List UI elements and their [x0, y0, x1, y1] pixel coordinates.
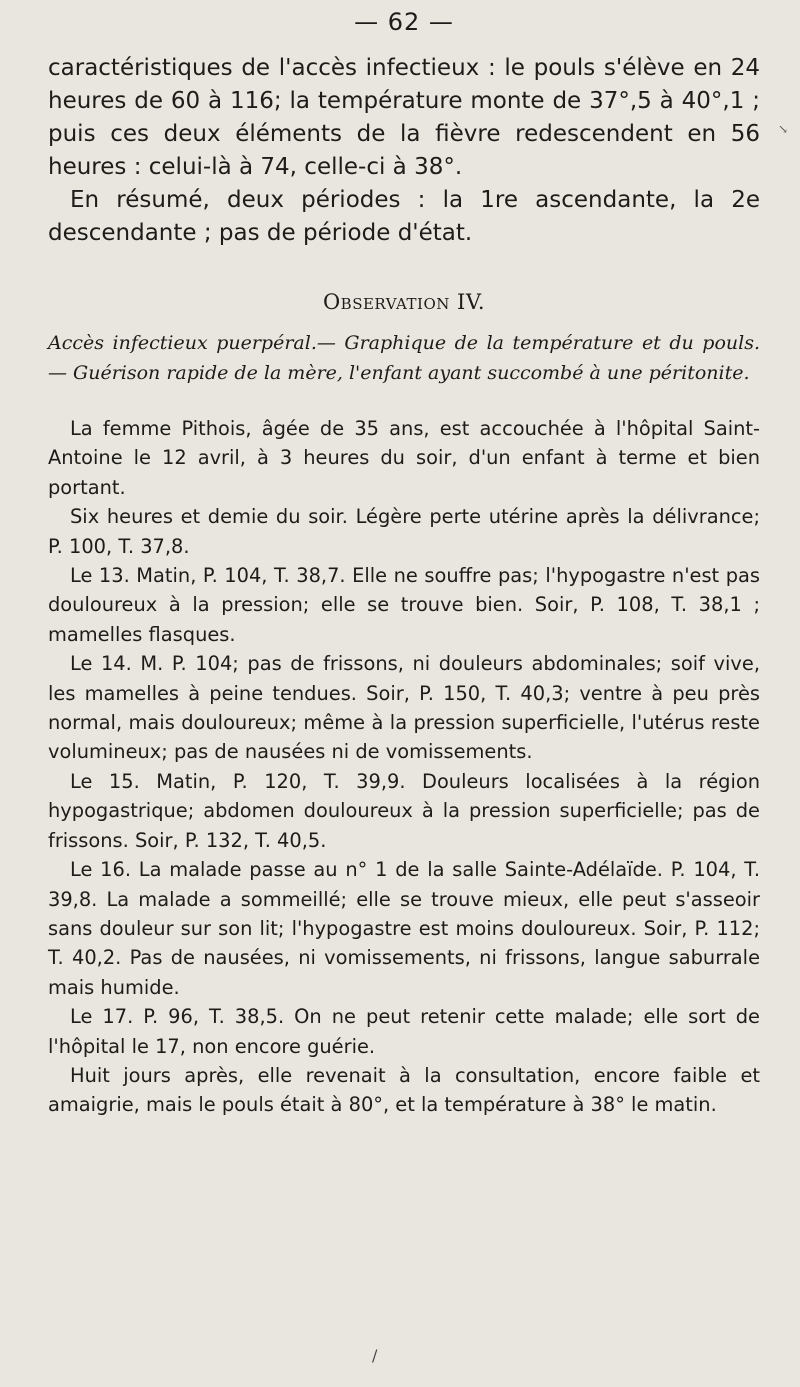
margin-tick-mark: ↘ — [778, 122, 789, 136]
stray-print-mark: / — [372, 1346, 378, 1365]
intro-text — [48, 52, 760, 250]
subtitle-text: Accès infectieux puerpéral.— Graphique de la température et du pouls. — Guérison rapide de la mère, l'enfant ayant succombé à une péritonite. — [48, 332, 760, 384]
body-paragraph: Le 16. La malade passe au n° 1 de la salle Sainte-Adélaïde. P. 104, T. 39,8. La malade a sommeillé; elle se trouve mieux, elle peut s'asseoir sans douleur sur son lit; l'hypogastre est moins douloureux. Soir, P. 112; T. 40,2. Pas de nausées, ni vomissements, ni frissons, langue saburrale mais humide. — [48, 858, 760, 999]
observation-body — [48, 414, 760, 1120]
observation-subtitle — [48, 328, 760, 388]
body-paragraph: Huit jours après, elle revenait à la consultation, encore faible et amaigrie, mais le pouls était à 80°, et la température à 38° le matin. — [48, 1063, 760, 1117]
observation-title: Observation IV. — [322, 290, 486, 314]
body-paragraph: Le 15. Matin, P. 120, T. 39,9. Douleurs localisées à la région hypogastrique; abdomen douloureux à la pression superficielle; pas de frissons. Soir, P. 132, T. 40,5. — [48, 769, 760, 852]
intro-paragraph: En résumé, deux périodes : la 1re ascendante, la 2e descendante ; pas de période d'état. — [48, 187, 760, 246]
intro-paragraph: caractéristiques de l'accès infectieux : le pouls s'élève en 24 heures de 60 à 116; la température monte de 37°,5 à 40°,1 ; puis ces deux éléments de la fièvre redescendent en 56 heures : celui-là à 74, celle-ci à 38°. — [48, 55, 760, 180]
body-paragraph: Le 13. Matin, P. 104, T. 38,7. Elle ne souffre pas; l'hypogastre n'est pas douloureux à la pression; elle se trouve bien. Soir, P. 108, T. 38,1 ; mamelles flasques. — [48, 564, 760, 646]
body-paragraph: La femme Pithois, âgée de 35 ans, est accouchée à l'hôpital Saint-Antoine le 12 avril, à 3 heures du soir, d'un enfant à terme et bien portant. — [48, 417, 760, 499]
body-paragraph: Le 17. P. 96, T. 38,5. On ne peut retenir cette malade; elle sort de l'hôpital le 17, non encore guérie. — [48, 1005, 760, 1058]
body-paragraph: Six heures et demie du soir. Légère perte utérine après la délivrance; P. 100, T. 37,8. — [48, 505, 760, 558]
page-number: — 62 — — [354, 8, 454, 36]
body-paragraph: Le 14. M. P. 104; pas de frissons, ni douleurs abdominales; soif vive, les mamelles à peine tendues. Soir, P. 150, T. 40,3; ventre à peu près normal, mais douloureux; même à la pression superficielle, l'utérus reste volumineux; pas de nausées ni de vomissements. — [48, 652, 760, 764]
